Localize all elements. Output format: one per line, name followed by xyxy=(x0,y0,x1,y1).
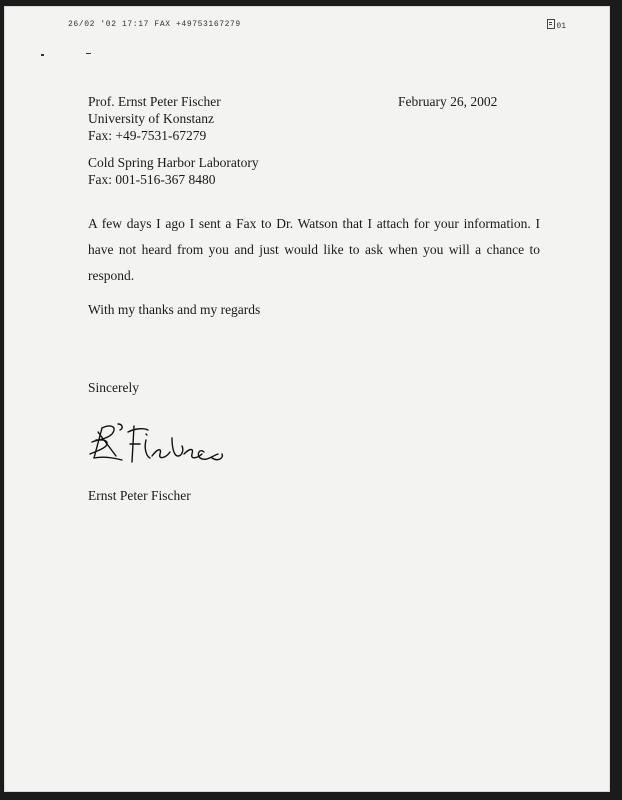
recipient-block xyxy=(88,154,259,188)
sender-name: Prof. Ernst Peter Fischer xyxy=(88,94,221,109)
letter-body: A few days I ago I sent a Fax to Dr. Watson that I attach for your information. I have not heard from you and just would like to ask when you will a chance to respond. xyxy=(88,216,540,283)
recipient-fax: Fax: 001-516-367 8480 xyxy=(88,172,216,187)
signer-name: Ernst Peter Fischer xyxy=(88,488,191,503)
closing-line: Sincerely xyxy=(88,380,139,395)
fax-page xyxy=(4,6,610,792)
scan-mark xyxy=(41,54,44,56)
sender-fax: Fax: +49-7531-67279 xyxy=(88,128,207,143)
page-icon xyxy=(547,19,555,29)
recipient-institution: Cold Spring Harbor Laboratory xyxy=(88,155,259,170)
fax-page-number-value: 01 xyxy=(556,22,566,31)
sender-institution: University of Konstanz xyxy=(88,111,214,126)
fax-transmission-header: 26/02 '02 17:17 FAX +49753167279 xyxy=(68,20,241,29)
scan-mark xyxy=(86,53,91,54)
handwritten-signature xyxy=(88,418,228,470)
fax-page-number xyxy=(547,19,566,31)
letter-date: February 26, 2002 xyxy=(398,94,498,109)
sender-block xyxy=(88,93,221,144)
regards-line: With my thanks and my regards xyxy=(88,302,261,317)
